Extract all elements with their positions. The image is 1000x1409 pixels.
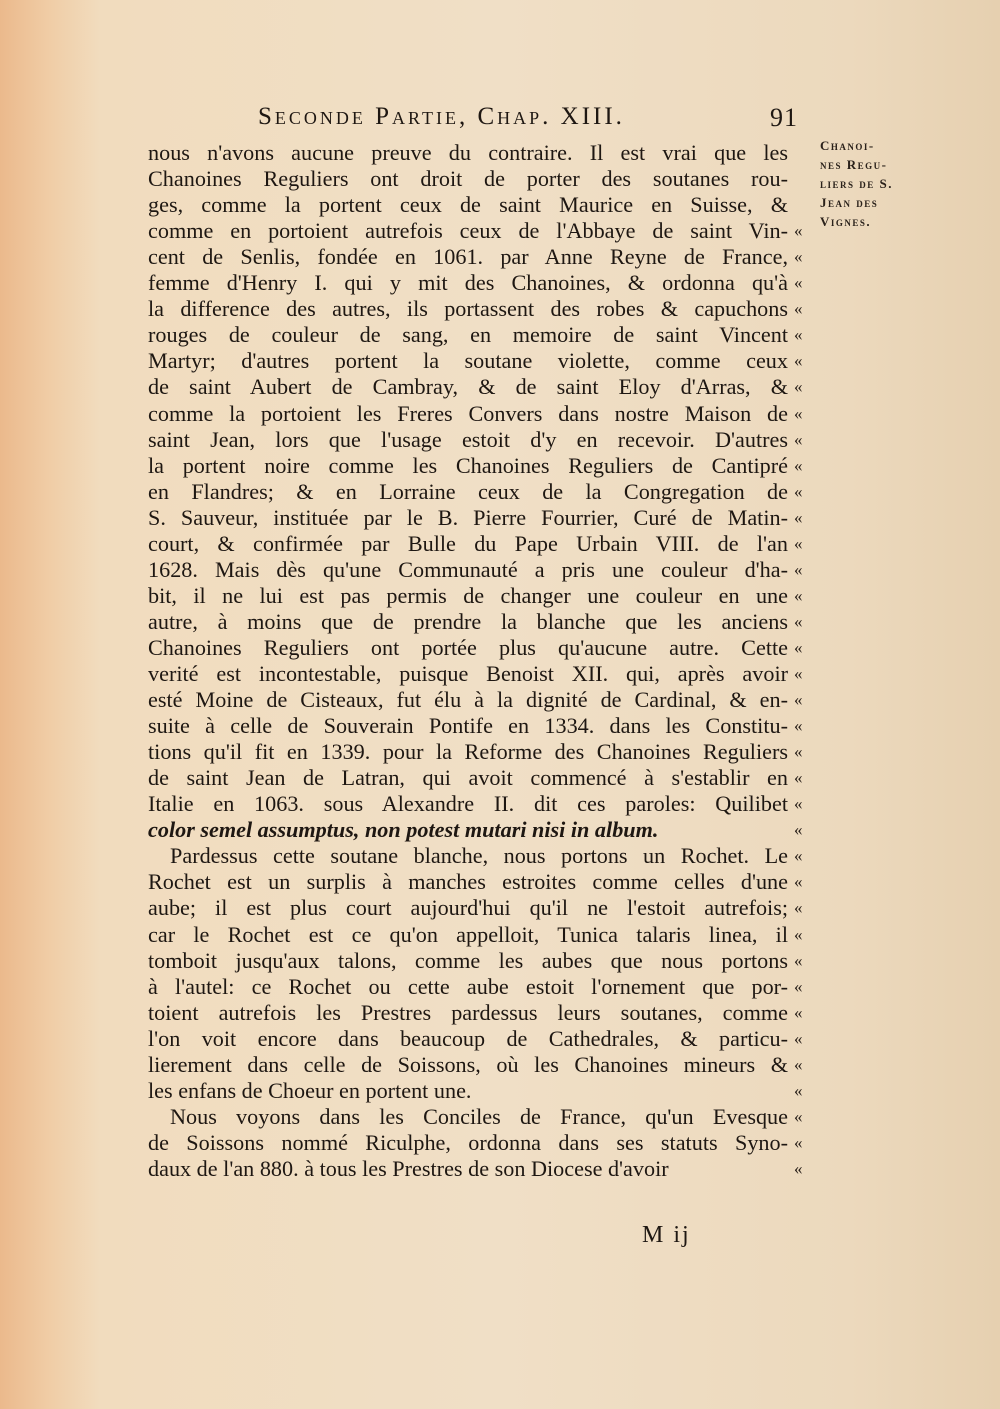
quotation-mark: «	[794, 872, 803, 892]
quotation-mark: «	[794, 898, 803, 918]
text-line: ges, comme la portent ceux de saint Maurice en Suisse, &	[148, 192, 788, 218]
quotation-mark: «	[794, 690, 803, 710]
text-line: en Flandres; & en Lorraine ceux de la Congregation de	[148, 478, 788, 504]
margin-note	[820, 136, 898, 231]
text-line: à l'autel: ce Rochet ou cette aube estoit l'ornement que por-	[148, 973, 788, 999]
text-line: comme en portoient autrefois ceux de l'Abbaye de saint Vin-	[148, 218, 788, 244]
page-number: 91	[770, 103, 798, 132]
quotation-mark: «	[794, 716, 803, 736]
quotation-mark: «	[794, 325, 803, 345]
text-line: femme d'Henry I. qui y mit des Chanoines, & ordonna qu'à	[148, 270, 788, 296]
text-line: la difference des autres, ils portassent des robes & capuchons	[148, 296, 788, 322]
quotation-mark: «	[794, 533, 803, 553]
quotation-mark: «	[794, 273, 803, 293]
quotation-mark: «	[794, 221, 803, 241]
quotation-mark: «	[794, 247, 803, 267]
text-line: esté Moine de Cisteaux, fut élu à la dignité de Cardinal, & en-	[148, 687, 788, 713]
quotation-mark: «	[794, 794, 803, 814]
quotation-mark: «	[794, 377, 803, 397]
text-line: court, & confirmée par Bulle du Pape Urbain VIII. de l'an	[148, 530, 788, 556]
quotation-mark: «	[794, 1054, 803, 1074]
text-line: de Soissons nommé Riculphe, ordonna dans ses statuts Syno-	[148, 1129, 788, 1155]
text-line: car le Rochet est ce qu'on appelloit, Tunica talaris linea, il	[148, 921, 788, 947]
text-line: daux de l'an 880. à tous les Prestres de son Diocese d'avoir	[148, 1155, 669, 1181]
running-head	[258, 103, 798, 143]
quotation-mark: «	[794, 742, 803, 762]
text-line: comme la portoient les Freres Convers dans nostre Maison de	[148, 400, 788, 426]
text-line: saint Jean, lors que l'usage estoit d'y en recevoir. D'autres	[148, 426, 788, 452]
text-line: suite à celle de Souverain Pontife en 1334. dans les Constitu-	[148, 713, 788, 739]
text-line: bit, il ne lui est pas permis de changer une couleur en une	[148, 582, 788, 608]
text-line: de saint Jean de Latran, qui avoit commencé à s'establir en	[148, 765, 788, 791]
quotation-mark: «	[794, 976, 803, 996]
quotation-mark: «	[794, 481, 803, 501]
text-line: autre, à moins que de prendre la blanche que les anciens	[148, 608, 788, 634]
text-line: verité est incontestable, puisque Benoist XII. qui, après avoir	[148, 661, 788, 686]
margin-note-line: liers de S.	[820, 176, 893, 191]
text-line: Nous voyons dans les Conciles de France, qu'un Evesque	[170, 1103, 788, 1129]
text-line: rouges de couleur de sang, en memoire de saint Vincent	[148, 322, 788, 348]
text-line: Chanoines Reguliers ont portée plus qu'aucune autre. Cette	[148, 634, 788, 660]
quotation-mark: «	[794, 403, 803, 423]
text-line: toient autrefois les Prestres pardessus leurs soutanes, comme	[148, 999, 788, 1025]
text-line: S. Sauveur, instituée par le B. Pierre Fourrier, Curé de Matin-	[148, 504, 788, 530]
margin-note-line: Vignes.	[820, 214, 872, 229]
margin-note-line: Jean des	[820, 195, 879, 210]
text-line: Italie en 1063. sous Alexandre II. dit ces paroles: Quilibet	[148, 791, 788, 817]
quotation-mark: «	[794, 507, 803, 527]
quotation-mark: «	[794, 299, 803, 319]
quotation-mark: «	[794, 1002, 803, 1022]
margin-note-line: Chanoi-	[820, 138, 875, 153]
quotation-mark: «	[794, 559, 803, 579]
margin-note-line: nes Regu-	[820, 157, 888, 172]
text-line: cent de Senlis, fondée en 1061. par Anne Reyne de France,	[148, 244, 788, 270]
quotation-mark: «	[794, 664, 803, 683]
text-line: Martyr; d'autres portent la soutane violette, comme ceux	[148, 348, 788, 374]
quotation-mark: «	[794, 768, 803, 788]
text-line: nous n'avons aucune preuve du contraire. Il est vrai que les	[148, 140, 788, 165]
quotation-mark: «	[794, 585, 803, 605]
quotation-mark: «	[794, 611, 803, 631]
text-line: aube; il est plus court aujourd'hui qu'il ne l'estoit autrefois;	[148, 895, 788, 921]
text-line: les enfans de Choeur en portent une.	[148, 1077, 472, 1103]
quotation-mark: «	[794, 637, 803, 657]
quotation-mark: «	[794, 924, 803, 944]
text-line: l'on voit encore dans beaucoup de Cathedrales, & particu-	[148, 1025, 788, 1051]
text-line: tions qu'il fit en 1339. pour la Reforme des Chanoines Reguliers	[148, 739, 788, 765]
text-line: Chanoines Reguliers ont droit de porter des soutanes rou-	[148, 166, 788, 192]
quotation-mark: «	[794, 1158, 803, 1178]
text-line: tomboit jusqu'aux talons, comme les aubes que nous portons	[148, 947, 788, 973]
text-line: Rochet est un surplis à manches estroites comme celles d'une	[148, 869, 788, 895]
text-line: lierement dans celle de Soissons, où les Chanoines mineurs &	[148, 1051, 788, 1077]
quotation-mark: «	[794, 820, 803, 840]
text-line: Pardessus cette soutane blanche, nous portons un Rochet. Le	[170, 843, 788, 869]
quotation-mark: «	[794, 1132, 803, 1152]
quotation-mark: «	[794, 950, 803, 970]
quotation-mark: «	[794, 1080, 803, 1100]
quotation-mark: «	[794, 1106, 803, 1126]
text-line: color semel assumptus, non potest mutari nisi in album.	[148, 817, 659, 843]
text-line: 1628. Mais dès qu'une Communauté a pris une couleur d'ha-	[148, 556, 788, 582]
text-line: la portent noire comme les Chanoines Reguliers de Cantipré	[148, 452, 788, 478]
quotation-mark: «	[794, 429, 803, 449]
text-line: de saint Aubert de Cambray, & de saint Eloy d'Arras, &	[148, 374, 788, 400]
signature-mark: M ij	[642, 1222, 691, 1248]
running-head-title: Seconde Partie, Chap. XIII.	[258, 103, 625, 130]
quotation-mark: «	[794, 846, 803, 866]
quotation-mark: «	[794, 1028, 803, 1048]
quotation-mark: «	[794, 351, 803, 371]
quotation-mark: «	[794, 455, 803, 475]
